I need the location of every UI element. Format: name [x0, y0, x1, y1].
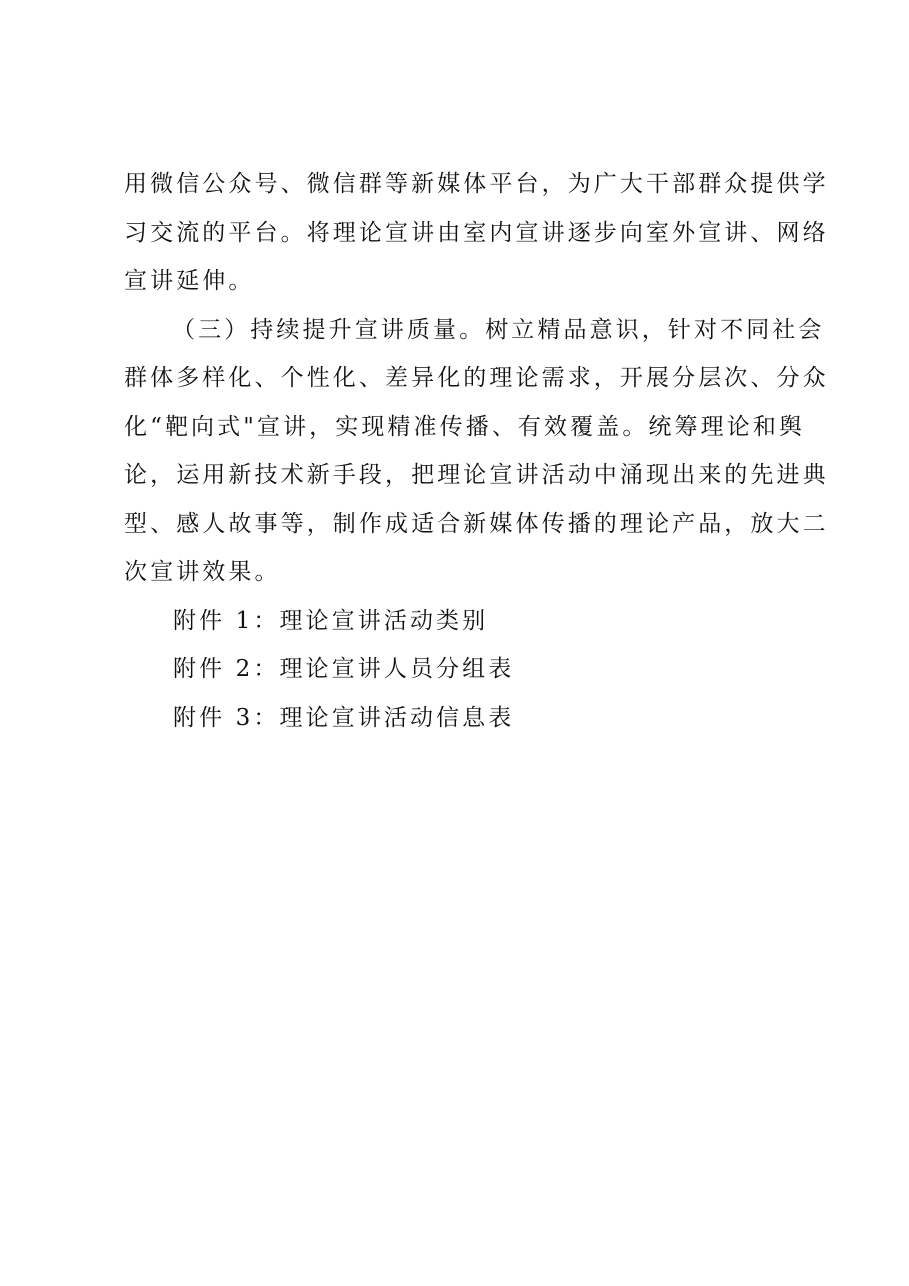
paragraph-continuation	[124, 160, 829, 306]
text-line: 型、感人故事等，制作成适合新媒体传播的理论产品，放大二	[124, 510, 829, 537]
text-line: 化“靶向式"宣讲，实现精准传播、有效覆盖。统筹理论和舆	[124, 413, 806, 440]
text-line: 次宣讲效果。	[124, 559, 281, 585]
attachment-2: 附件 2：理论宣讲人员分组表	[173, 656, 515, 682]
text-line: 论，运用新技术新手段，把理论宣讲活动中涌现出来的先进典	[124, 462, 829, 488]
attachment-3: 附件 3：理论宣讲活动信息表	[173, 704, 515, 731]
text-line: 群体多样化、个性化、差异化的理论需求，开展分层次、分众	[124, 365, 829, 391]
text-line: 用微信公众号、微信群等新媒体平台，为广大干部群众提供学	[124, 171, 829, 197]
paragraph-section-three	[124, 306, 829, 597]
document-body	[124, 160, 829, 742]
attachment-1: 附件 1：理论宣讲活动类别	[173, 607, 489, 634]
text-line: （三）持续提升宣讲质量。树立精品意识，针对不同社会	[172, 316, 825, 343]
text-line: 习交流的平台。将理论宣讲由室内宣讲逐步向室外宣讲、网络	[124, 219, 829, 246]
text-line: 宣讲延伸。	[124, 268, 255, 294]
